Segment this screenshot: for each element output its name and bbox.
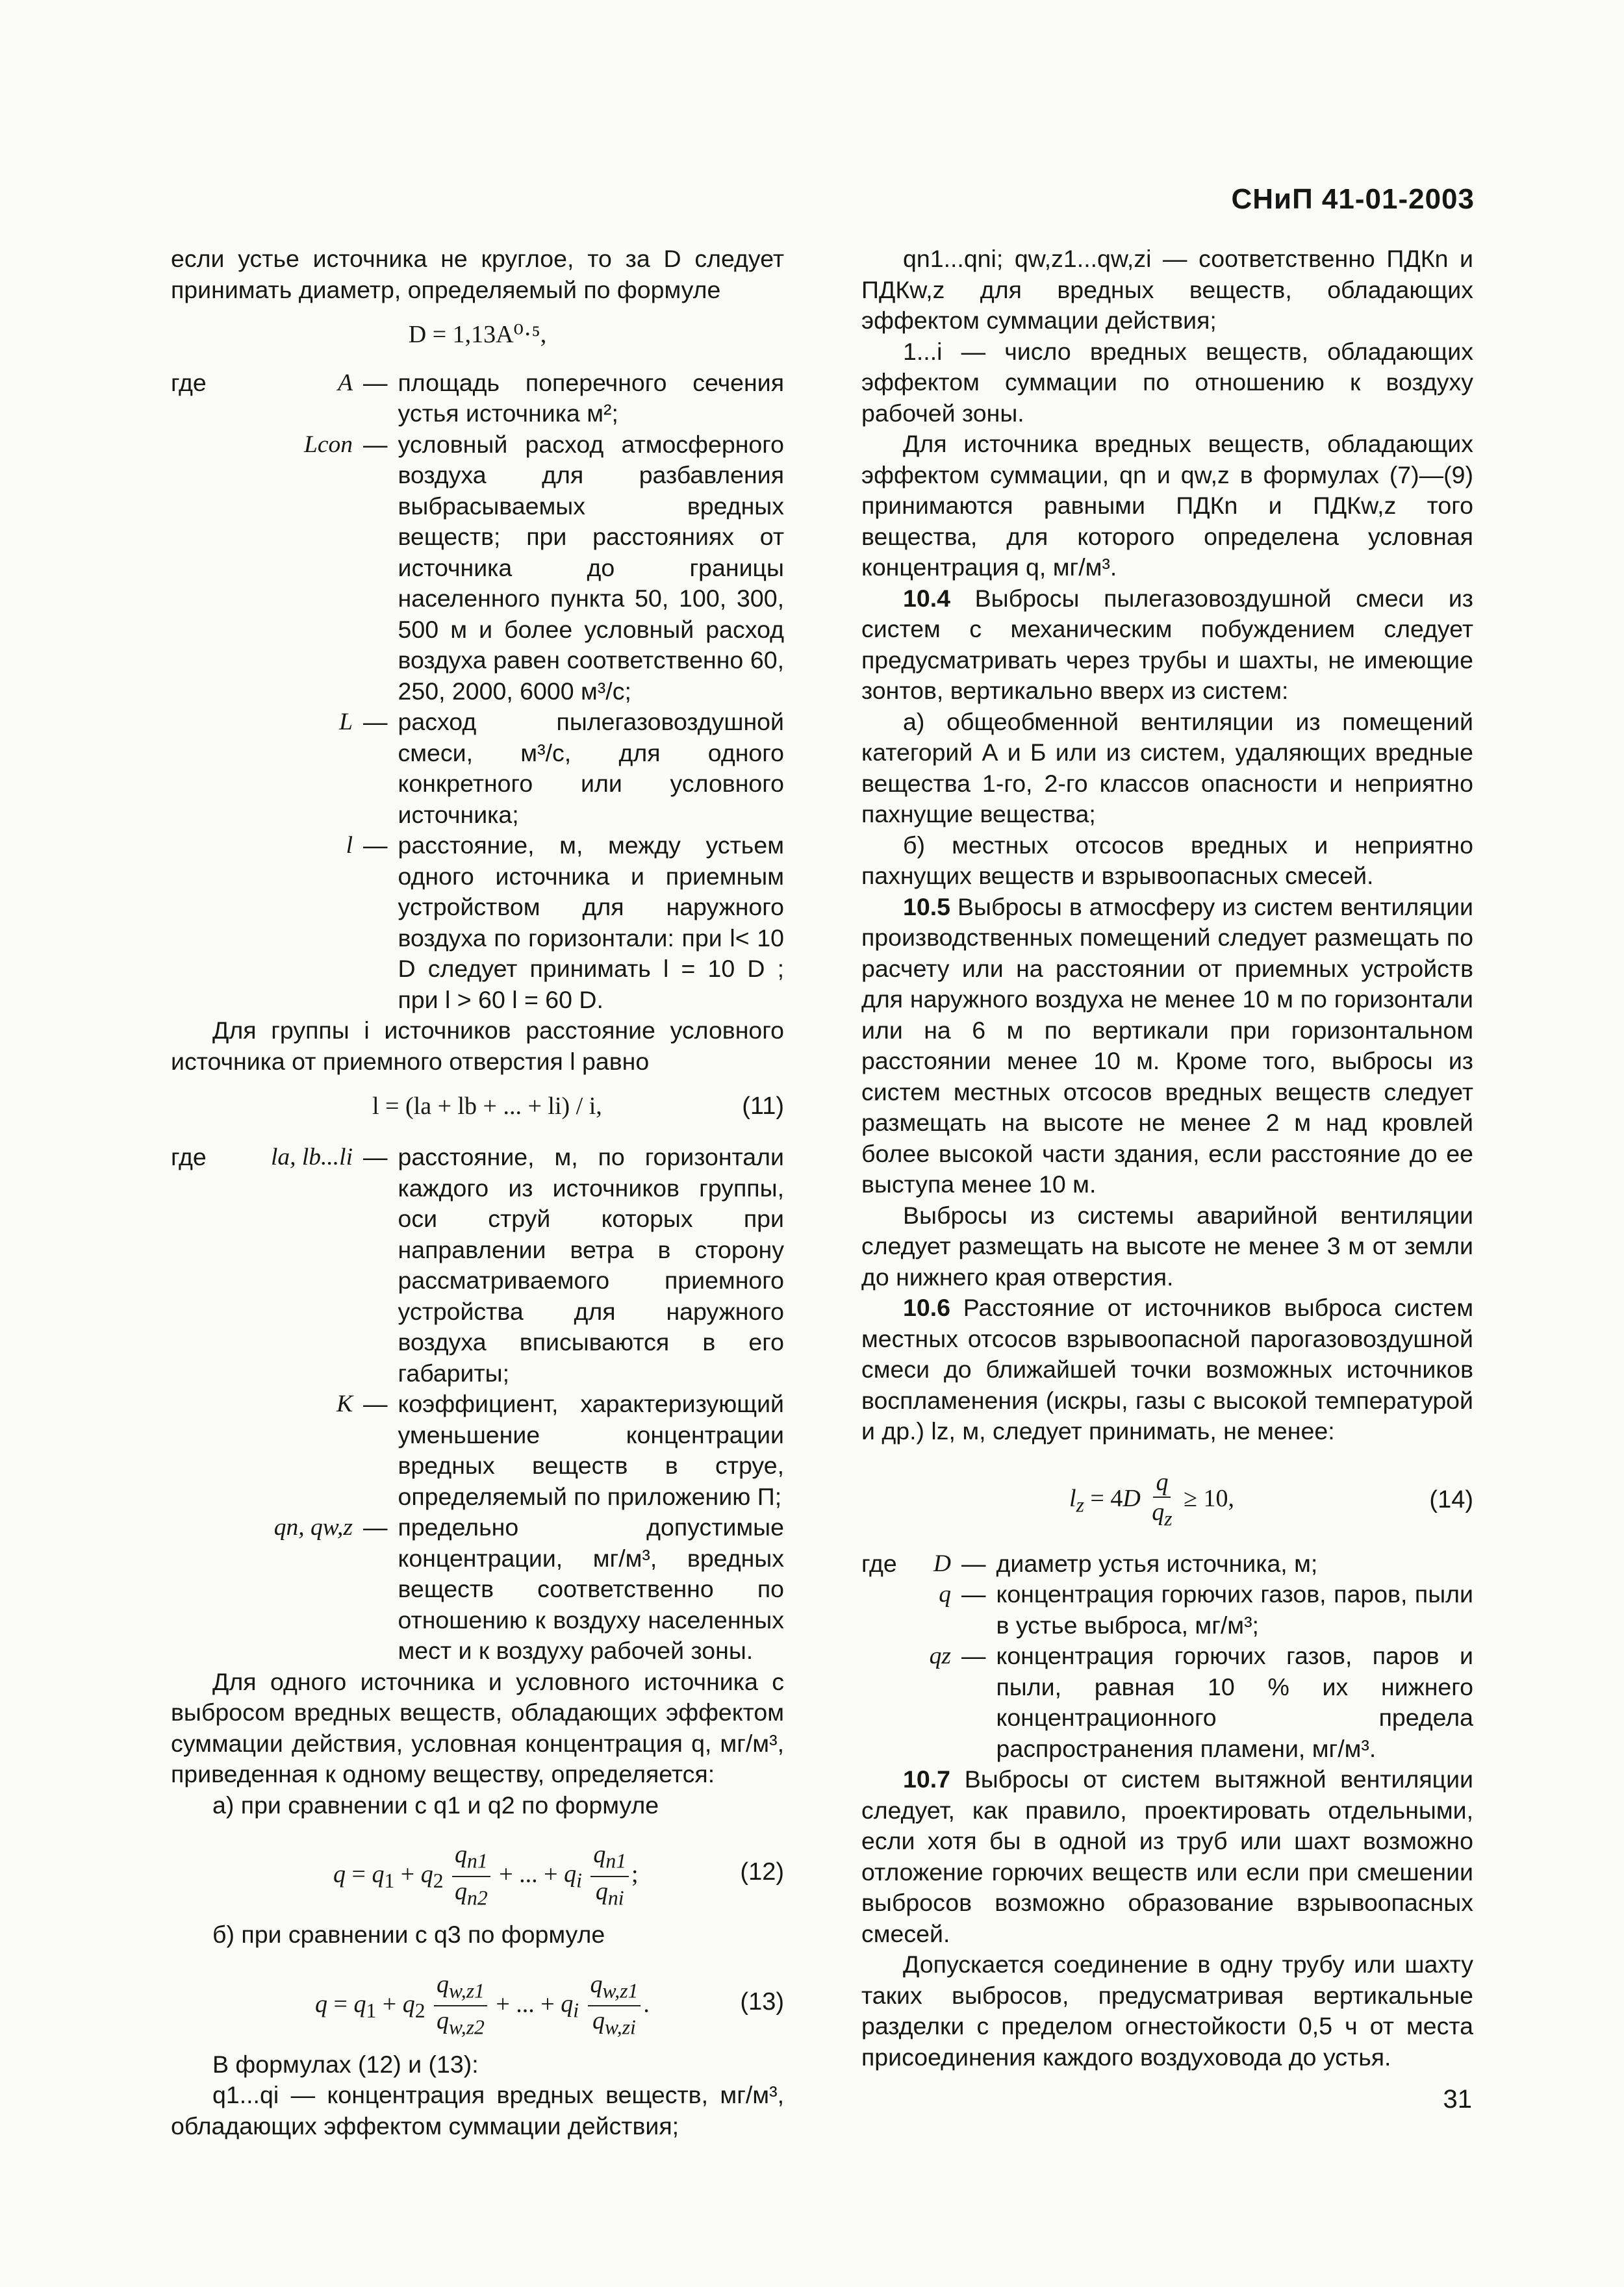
dash: —: [363, 430, 388, 458]
dash: —: [363, 368, 388, 396]
group-paragraph: Для группы i источников расстояние условного источника от приемного отверстия l равно: [171, 1017, 784, 1075]
equation-number-13: (13): [740, 1988, 784, 2015]
section-text: Расстояние от источников выброса систем местных отсосов взрывоопасной парогазовоздушной смеси до ближайшей точки возможных источников воспламенения (искры, газы с высокой температурой и др.) lz, м, следует принимать, не менее:: [861, 1294, 1473, 1445]
definition-row: [171, 830, 784, 1015]
definition-text: расстояние, м, по горизонтали каждого из источников группы, оси струй которых при направлении ветра в сторону рассматриваемого приемного устройства для наружного воздуха вписываются в его габариты;: [398, 1143, 784, 1387]
definitions-list-3: [861, 1548, 1473, 1765]
formula-11-row: [171, 1091, 784, 1124]
definition-text: условный расход атмосферного воздуха для разбавления выбрасываемых вредных веществ; при расстояниях от источника до границы населенного пункта 50, 100, 300, 500 м и более условный расход воздуха равен соответственно 60, 250, 2000, 6000 м³/с;: [398, 430, 784, 705]
formula-12-row: [171, 1832, 784, 1910]
dash: —: [961, 1549, 986, 1577]
intro-paragraph: если устье источника не круглое, то за D следует принимать диаметр, определяемый по формуле: [171, 245, 784, 303]
section-number: 10.6: [903, 1294, 950, 1321]
definition-row: [171, 368, 784, 429]
dash: —: [363, 1513, 388, 1541]
dash: —: [961, 1642, 986, 1669]
section-10-7-b: Допускается соединение в одну трубу или шахту таких выбросов, предусматривая вертикальные разделки с пределом огнестойкости 0,5 ч от места присоединения каждого воздуховода до устья.: [861, 1951, 1473, 2071]
formula-14: $l_z = 4D$ $\frac{q}{q_z}$ ≥ 10,: [1069, 1468, 1234, 1530]
definition-symbol: qn, qw,z: [273, 1514, 353, 1541]
definition-symbol: l: [346, 832, 353, 859]
definition-text: диаметр устья источника, м;: [996, 1549, 1318, 1577]
formula-14-row: [861, 1460, 1473, 1533]
definition-symbol: A: [338, 369, 353, 396]
definition-row: [171, 1512, 784, 1667]
definition-row: [171, 1389, 784, 1512]
definition-symbol: Lcon: [304, 431, 353, 458]
definition-text: концентрация горючих газов, паров, пыли в устье выброса, мг/м³;: [996, 1580, 1473, 1639]
formula-11: l = (la + lb + ... + li) / i,: [372, 1093, 602, 1120]
definition-row: [171, 1142, 784, 1389]
equation-number-14: (14): [1429, 1485, 1473, 1513]
section-10-7: [861, 1764, 1473, 1949]
definition-text: концентрация горючих газов, паров и пыли, равная 10 % их нижнего концентрационного предела распространения пламени, мг/м³.: [996, 1642, 1473, 1762]
section-10-4-a: а) общеобменной вентиляции из помещений категорий А и Б или из систем, удаляющих вредные вещества 1-го, 2-го классов опасности и неприятно пахнущие вещества;: [861, 707, 1473, 828]
section-10-6: [861, 1293, 1473, 1447]
case-a-paragraph: а) при сравнении с q1 и q2 по формуле: [212, 1791, 659, 1819]
page-number: 31: [1443, 2085, 1472, 2114]
section-text: Выбросы от систем вытяжной вентиляции следует, как правило, проектировать отдельными, если хотя бы в одной из труб или шахт возможно отложение горючих веществ или если при смешении выбросов возможно образование взрывоопасных смесей.: [861, 1765, 1474, 1947]
definitions-list-1: [171, 368, 784, 1016]
definition-row: [861, 1548, 1473, 1580]
definition-row: [861, 1641, 1473, 1764]
section-10-4-b: б) местных отсосов вредных и неприятно пахнущих веществ и взрывоопасных смесей.: [861, 831, 1473, 889]
pdk-definition-paragraph: qn1...qni; qw,z1...qw,zi — соответственно ПДКn и ПДКw,z для вредных веществ, обладающих эффектом суммации действия;: [861, 245, 1473, 334]
dash: —: [363, 1143, 388, 1170]
section-10-5-b: Выбросы из системы аварийной вентиляции следует размещать на высоте не менее 3 м от земли до нижнего края отверстия.: [861, 1201, 1473, 1291]
section-10-4: [861, 583, 1473, 707]
where-label: где: [861, 1549, 897, 1577]
in-formulas-paragraph: В формулах (12) и (13):: [212, 2050, 479, 2078]
definition-text: площадь поперечного сечения устья источника м²;: [398, 368, 784, 427]
equation-number-12: (12): [740, 1858, 784, 1886]
section-text: Выбросы пылегазовоздушной смеси из систем с механическим побуждением следует предусматривать через трубы и шахты, не имеющие зонтов, вертикально вверх из систем:: [861, 584, 1473, 704]
definition-row: [861, 1579, 1473, 1641]
definition-symbol: q: [939, 1581, 951, 1608]
definition-symbol: K: [336, 1391, 353, 1417]
definitions-list-2: [171, 1142, 784, 1667]
formula-12: $q = q_1 + q_2$ $\frac{q_{n1}}{q_{n2}}$ + ... + $q_i$ $\frac{q_{n1}}{q_{ni}}$ ;: [333, 1841, 639, 1910]
dash: —: [961, 1580, 986, 1608]
summation-paragraph: Для источника вредных веществ, обладающих эффектом суммации, qn и qw,z в формулах (7)—(9) принимаются равными ПДКn и ПДКw,z того вещества, для которого определена условная концентрация q, мг/м³.: [861, 430, 1473, 581]
definition-row: [171, 429, 784, 707]
definition-text: расход пылегазовоздушной смеси, м³/с, для одного конкретного или условного источника;: [398, 708, 784, 828]
formula-d: D = 1,13A⁰·⁵,: [408, 321, 547, 348]
definition-symbol: la, lb...li: [270, 1144, 353, 1170]
section-number: 10.4: [903, 584, 950, 612]
where-label: где: [171, 1143, 207, 1170]
case-b-paragraph: б) при сравнении с q3 по формуле: [212, 1921, 605, 1948]
definition-symbol: qz: [929, 1643, 951, 1669]
left-column: [171, 244, 784, 2142]
section-text: Выбросы в атмосферу из систем вентиляции производственных помещений следует размещать по расчету или на расстоянии от приемных устройств для наружного воздуха не менее 10 м по горизонтали или на 6 м по вертикали при горизонтальном расстоянии менее 10 м. Кроме того, выбросы из систем местных отсосов вредных веществ следует размещать на высоте не менее 2 м над кровлей более высокой части здания, если расстояние до ее выступа менее 10 м.: [861, 892, 1473, 1198]
definition-row: [171, 707, 784, 830]
section-number: 10.7: [903, 1765, 950, 1793]
formula-13: $q = q_1 + q_2$ $\frac{q_{w,z1}}{q_{w,z2}}$ + ... + $q_i$ $\frac{q_{w,z1}}{q_{w,zi}}$ .: [315, 1970, 650, 2039]
definition-text: предельно допустимые концентрации, мг/м³, вредных веществ соответственно по отношению к воздуху населенных мест и к воздуху рабочей зоны.: [398, 1513, 784, 1664]
definition-symbol: D: [933, 1550, 951, 1577]
document-header: СНиП 41-01-2003: [1231, 183, 1475, 215]
single-source-paragraph: Для одного источника и условного источника с выбросом вредных веществ, обладающих эффектом суммации действия, условная концентрация q, мг/м³, приведенная к одному веществу, определяется:: [171, 1667, 784, 1788]
where-label: где: [171, 368, 207, 396]
dash: —: [363, 831, 388, 859]
definition-text: коэффициент, характеризующий уменьшение концентрации вредных веществ в струе, определяемый по приложению П;: [398, 1390, 784, 1510]
equation-number-11: (11): [742, 1093, 784, 1120]
dash: —: [363, 1390, 388, 1417]
formula-13-row: [171, 1962, 784, 2039]
section-10-5: [861, 892, 1473, 1200]
definition-symbol: L: [339, 709, 353, 735]
right-column: [861, 244, 1473, 2073]
substance-count-paragraph: 1...i — число вредных веществ, обладающих эффектом суммации по отношению к воздуху рабочей зоны.: [861, 337, 1473, 427]
section-number: 10.5: [903, 892, 950, 920]
q-definition-paragraph: q1...qi — концентрация вредных веществ, мг/м³, обладающих эффектом суммации действия;: [171, 2081, 784, 2140]
dash: —: [363, 708, 388, 735]
definition-text: расстояние, м, между устьем одного источника и приемным устройством для наружного воздуха по горизонтали: при l< 10 D следует принимать l = 10 D ; при l > 60 l = 60 D.: [398, 831, 784, 1013]
